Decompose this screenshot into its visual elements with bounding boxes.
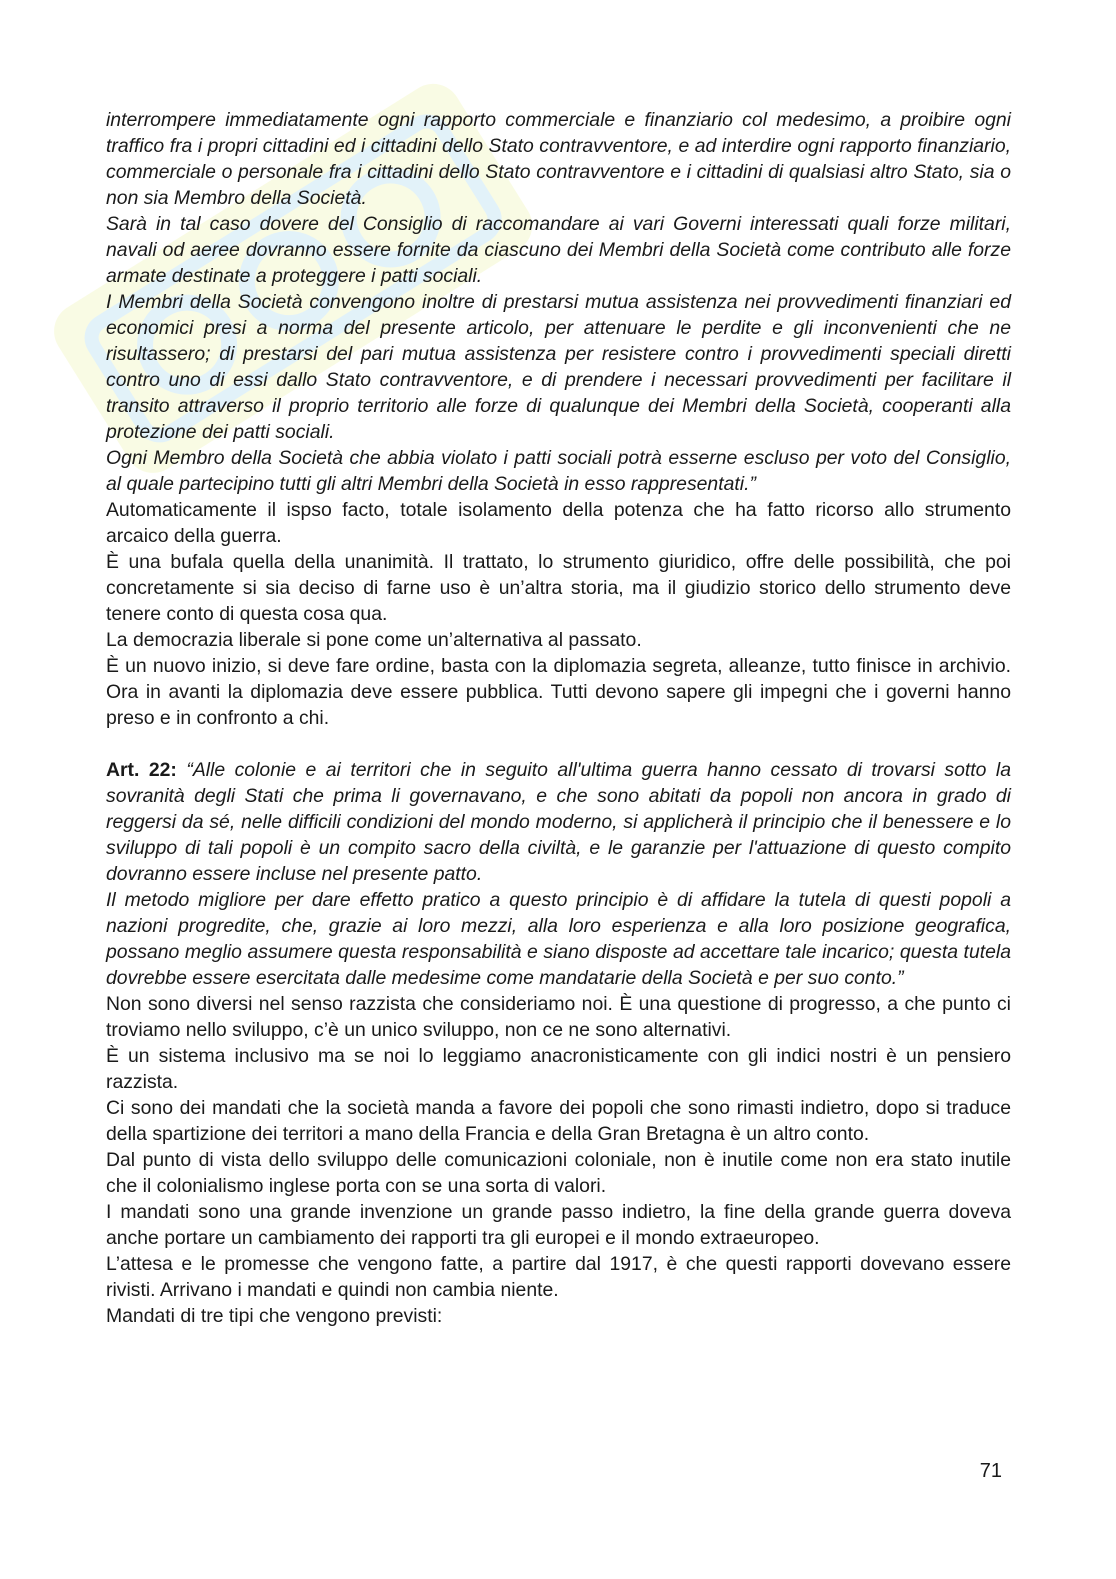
quote-paragraph: Sarà in tal caso dovere del Consiglio di raccomandare ai vari Governi interessati quali forze militari, navali od aeree dovranno essere fornite da ciascuno dei Membri della Società come contributo alle forze armate destinate a proteggere i patti sociali. — [106, 213, 1011, 287]
body-paragraph: È una bufala quella della unanimità. Il trattato, lo strumento giuridico, offre delle possibilità, che poi concretamente si sia deciso di farne uso è un’altra storia, ma il giudizio storico dello strumento deve tenere conto di questa cosa qua. — [106, 551, 1011, 625]
article-quote: “Alle colonie e ai territori che in seguito all'ultima guerra hanno cessato di trovarsi sotto la sovranità degli Stati che prima li governavano, e che sono abitati da popoli non ancora in grado di reggersi da sé, nelle difficili condizioni del mondo moderno, si applicherà il principio che il benessere e lo sviluppo di tali popoli è un compito sacro della civiltà, e le garanzie per l'attuazione di questo compito dovranno essere incluse nel presente patto. — [106, 759, 1012, 885]
body-paragraph: I mandati sono una grande invenzione un grande passo indietro, la fine della grande guerra doveva anche portare un cambiamento dei rapporti tra gli europei e il mondo extraeuropeo. — [106, 1201, 1011, 1249]
page-number: 71 — [979, 1460, 1002, 1482]
page-body — [106, 107, 1011, 1329]
body-paragraph: Non sono diversi nel senso razzista che consideriamo noi. È una questione di progresso, a che punto ci troviamo nello sviluppo, c’è un unico sviluppo, non ce ne sono alternativi. — [106, 993, 1011, 1041]
body-paragraph: Dal punto di vista dello sviluppo delle comunicazioni coloniale, non è inutile come non era stato inutile che il colonialismo inglese porta con se una sorta di valori. — [106, 1149, 1011, 1197]
body-paragraph: È un sistema inclusivo ma se noi lo leggiamo anacronisticamente con gli indici nostri è un pensiero razzista. — [106, 1045, 1011, 1093]
article-label: Art. 22: — [106, 759, 177, 781]
quote-paragraph: I Membri della Società convengono inoltre di prestarsi mutua assistenza nei provvedimenti finanziari ed economici presi a norma del presente articolo, per attenuare le perdite e gli inconvenienti che ne risultassero; di prestarsi del pari mutua assistenza per resistere contro i provvedimenti speciali diretti contro uno di essi dallo Stato contravventore, e di prendere i necessari provvedimenti per facilitare il transito attraverso il proprio territorio alle forze di qualunque dei Membri della Società, cooperanti alla protezione dei patti sociali. — [106, 291, 1011, 443]
body-paragraph: Mandati di tre tipi che vengono previsti: — [106, 1305, 443, 1327]
article-22-paragraph — [106, 757, 1011, 887]
body-paragraph: Ci sono dei mandati che la società manda a favore dei popoli che sono rimasti indietro, dopo si traduce della spartizione dei territori a mano della Francia e della Gran Bretagna è un altro conto. — [106, 1097, 1011, 1145]
article-quote-paragraph: Il metodo migliore per dare effetto pratico a questo principio è di affidare la tutela di questi popoli a nazioni progredite, che, grazie ai loro mezzi, alla loro esperienza e alla loro posizione geografica, possano meglio assumere questa responsabilità e siano disposte ad accettare tale incarico; questa tutela dovrebbe essere esercitata dalle medesime come mandatarie della Società e per suo conto.” — [106, 889, 1011, 989]
body-paragraph: Automaticamente il ispso facto, totale isolamento della potenza che ha fatto ricorso allo strumento arcaico della guerra. — [106, 499, 1011, 547]
body-paragraph: È un nuovo inizio, si deve fare ordine, basta con la diplomazia segreta, alleanze, tutto finisce in archivio. Ora in avanti la diplomazia deve essere pubblica. Tutti devono sapere gli impegni che i governi hanno preso e in confronto a chi. — [106, 655, 1011, 729]
quote-paragraph: Ogni Membro della Società che abbia violato i patti sociali potrà esserne escluso per voto del Consiglio, al quale partecipino tutti gli altri Membri della Società in esso rappresentati.” — [106, 447, 1011, 495]
paragraph-spacer — [106, 731, 1011, 757]
quote-paragraph: interrompere immediatamente ogni rapporto commerciale e finanziario col medesimo, a proibire ogni traffico fra i propri cittadini ed i cittadini dello Stato contravventore, e ad interdire ogni rapporto finanziario, commerciale o personale fra i cittadini dello Stato contravventore e i cittadini di qualsiasi altro Stato, sia o non sia Membro della Società. — [106, 109, 1011, 209]
body-paragraph: La democrazia liberale si pone come un’alternativa al passato. — [106, 629, 642, 651]
body-paragraph: L’attesa e le promesse che vengono fatte, a partire dal 1917, è che questi rapporti dovevano essere rivisti. Arrivano i mandati e quindi non cambia niente. — [106, 1253, 1011, 1301]
